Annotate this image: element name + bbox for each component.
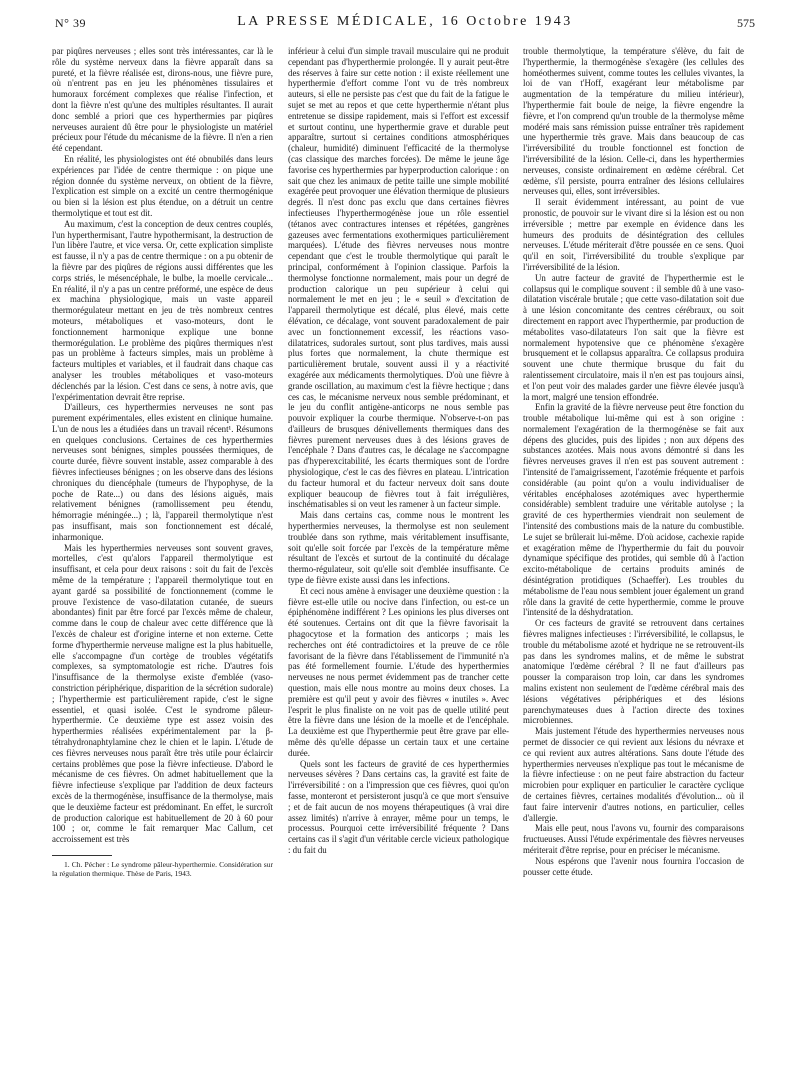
paragraph: Mais dans certains cas, comme nous le montrent les hyperthermies nerveuses, la thermolyse est non seulement troublée dans son rythme, mais véritablement insuffisante, soit qu'elle soit forcée par l'excès de la température même résultant de l'excès et surtout de la continuité du décalage thermo-régulateur, soit qu'elle soit d'emblée insuffisante. Ce type de fièvre existe aussi dans les infections.	[288, 510, 509, 586]
journal-title: LA PRESSE MÉDICALE, 16 Octobre 1943	[237, 14, 573, 29]
paragraph: Un autre facteur de gravité de l'hyperthermie est le collapsus qui le complique souvent : il semble dû à une vaso-dilatation viscérale brutale ; que cette vaso-dilatation soit due à une lésion concomitante des centres cérébraux, ou soit directement en rapport avec l'hyperthermie, par production de métabolites vaso-dilatateurs l'on sait que la fièvre est normalement hypotensive que ce phénomène s'exagère brusquement et le collapsus apparaîtra. Ce collapsus produira souvent une chute thermique brusque du fait du ralentissement circulatoire, mais il n'en est pas toujours ainsi, et l'on peut voir des malades garder une fièvre élevée jusqu'à la mort, malgré une tension effondrée.	[523, 272, 744, 402]
paragraph: trouble thermolytique, la température s'élève, du fait de l'hyperthermie, la thermogénèse s'exagère (les cellules des homéothermes suivent, comme toutes les cellules vivantes, la loi de van t'Hoff, exagérant leur métabolisme par augmentation de la température du milieu intérieur), l'hyperthermie fait boule de neige, la fièvre engendre la fièvre, et l'on comprend qu'un trouble de la thermolyse même modéré mais sans rémission puisse entraîner très rapidement une hyperthermie très grave. Mais dans beaucoup de cas l'irréversibilité du trouble fonctionnel est fonction de l'irréversibilité de la lésion. Celle-ci, dans les hyperthermies nerveuses, consiste ordinairement en œdème cérébral. Cet œdème, s'il persiste, pourra entraîner des lésions cellulaires nerveuses qui, elles, sont irréversibles.	[523, 46, 744, 197]
column-middle	[288, 46, 509, 856]
footnote-rule	[52, 855, 112, 856]
paragraph: Mais les hyperthermies nerveuses sont souvent graves, mortelles, c'est qu'alors l'appareil thermolytique est insuffisant, et cela pour deux raisons : soit du fait de l'excès même de la température ; l'appareil thermolytique tout en ayant gardé sa possibilité de fonctionnement (comme le prouve l'existence de vaso-dilatation cutanée, de sueurs abondantes) finit par être forcé par l'excès même de chaleur, comme dans le coup de chaleur avec cette différence que là l'excès de chaleur est d'origine interne et non externe. Cette forme d'hyperthermie nerveuse maligne est la plus habituelle, elle s'accompagne d'un cortège de troubles végétatifs complexes, sa symptomatologie est riche. D'autres fois l'insuffisance de la thermolyse existe d'emblée (vaso-constriction périphérique, disparition de la sécrétion sudorale) ; l'hyperthermie est particulièrement rapide, c'est le signe essentiel, et quasi isolée. C'est le syndrome pâleur-hyperthermie. Ce deuxième type est assez voisin des hyperthermies réalisées expérimentalement par la β-tétrahydronaphtylamine chez le chien et le lapin. L'étude de ces fièvres nerveuses nous paraît être très utile pour éclaircir certains problèmes que pose la fièvre infectieuse. D'abord le mécanisme de ces fièvres. On admet habituellement que la fièvre infectieuse s'explique par l'addition de deux facteurs excès de la thermogénèse, insuffisance de la thermolyse, mais que le deuxième facteur est prédominant. En effet, le surcroît de production calorique est habituellement de 20 à 60 pour 100 ; or, comme le fait remarquer Mac Callum, cet accroissement est très	[52, 542, 273, 845]
paragraph: En réalité, les physiologistes ont été obnubilés dans leurs expériences par l'idée de centre thermique : on pique une région donnée du système nerveux, on obtient de la fièvre, l'explication est simple on a excité un centre thermogénique ou bien si la lésion est plus étendue, on a détruit un centre thermolytique et tout est dit.	[52, 153, 273, 218]
column-left	[52, 46, 273, 879]
paragraph: Et ceci nous amène à envisager une deuxième question : la fièvre est-elle utile ou nocive dans l'infection, ou est-ce un épiphénomène indifférent ? Les opinions les plus diverses ont été soutenues. Certains ont dit que la fièvre favorisait la phagocytose et la formation des anticorps ; mais les recherches ont été contradictoires et la preuve de ce rôle favorisant de la fièvre dans l'établissement de l'immunité n'a pas été formellement fournie. L'étude des hyperthermies nerveuses ne nous permet évidemment pas de trancher cette question, mais elle nous montre au moins deux choses. La première est qu'il peut y avoir des fièvres « inutiles ». Avec l'esprit le plus finaliste on ne voit pas de quelle utilité peut être la fièvre dans une lésion de la moelle et de l'encéphale. La deuxième est que l'hyperthermie peut être grave par elle-même dès qu'elle dépasse un certain taux et une certaine durée.	[288, 585, 509, 758]
footnote: 1. Ch. Pécher : Le syndrome pâleur-hyperthermie. Considération sur la régulation thermique. Thèse de Paris, 1943.	[52, 859, 273, 879]
paragraph: par piqûres nerveuses ; elles sont très intéressantes, car là le rôle du système nerveux dans la fièvre apparaît dans sa pureté, et la fièvre réalisée est, dirons-nous, une fièvre pure, où n'entrent pas en jeu les phénomènes tissulaires et humoraux forcément complexes que réalise l'infection, et dont la fièvre n'est qu'une des multiples résultantes. Il aurait donc semblé a priori que ces hyperthermies par piqûres nerveuses auraient dû être pour le physiologiste un matériel précieux pour l'étude du mécanisme de la fièvre. Il n'en a rien été cependant.	[52, 46, 273, 154]
paragraph: Au maximum, c'est la conception de deux centres couplés, l'un hyperthermisant, l'autre hypothermisant, la destruction de l'un libère l'autre, et vice versa. Or, cette explication simpliste est fausse, il n'y a pas de centre thermique : on a pu obtenir de la fièvre par des piqûres de régions aussi différentes que les corps striés, le mésencéphale, le bulbe, la moelle cervicale... En réalité, il n'y a pas un centre préformé, une espèce de deus ex machina physiologique, mais un vaste appareil thermorégulateur mettant en jeu de très nombreux centres moteurs, métaboliques et vaso-moteurs, dont le fonctionnement harmonique explique une bonne thermorégulation. Le problème des piqûres thermiques n'est pas un problème à facteurs simples, mais un problème à facteurs multiples et variables, et il faudrait dans chaque cas analyser les troubles métaboliques et vaso-moteurs déclenchés par la lésion. C'est dans ce sens, à notre avis, que l'expérimentation devrait être reprise.	[52, 218, 273, 402]
issue-number: N° 39	[55, 16, 86, 30]
paragraph: Enfin la gravité de la fièvre nerveuse peut être fonction du trouble métabolique lui-même qui est à son origine : normalement l'exagération de la thermogénèse se fait aux dépens des glucides, puis des lipides ; non aux dépens des substances azotées. Mais nous avons démontré si dans les fièvres nerveuses graves il n'en est pas souvent autrement : l'intensité de l'amaigrissement, l'azotémie fréquente et parfois considérable (au point qu'on a voulu individualiser de véritables encéphaloses azotémiques avec hyperthermie considérable) semblent traduire une véritable autolyse ; la gravité de ces hyperthermies viendrait non seulement de l'intensité des combustions mais de la nature du combustible. Le sujet se brûlerait lui-même. D'où acidose, cachexie rapide et exagération même de l'hyperthermie du fait du pouvoir dynamique spécifique des protides, qui semble dû à l'action excito-métabolique de certains produits aminés de désintégration protidiques (Schaeffer). Les troubles du métabolisme de l'eau nous semblent jouer également un grand rôle dans la gravité de cette hyperthermie, comme le prouve l'intensité de la déshydratation.	[523, 402, 744, 618]
paragraph: D'ailleurs, ces hyperthermies nerveuses ne sont pas purement expérimentales, elles existent en clinique humaine. L'un de nous les a étudiées dans un travail récent¹. Résumons en quelques conclusions. Certaines de ces hyperthermies nerveuses sont bénignes, simples poussées thermiques, de courte durée, fièvre souvent instable, assez comparable à des fièvres infectieuses bénignes ; on les observe dans des lésions chroniques du diencéphale (tumeurs de l'hypophyse, de la poche de Rate...) ou dans des lésions aiguës, mais relativement bénignes (ramollissement peu étendu, hémorragie méningée...) ; là, l'appareil thermolytique n'est pas insuffisant, mais son fonctionnement est décalé, inharmonique.	[52, 402, 273, 542]
paragraph: Il serait évidemment intéressant, au point de vue pronostic, de pouvoir sur le vivant dire si la lésion est ou non irréversible ; mettre par exemple en évidence dans les humeurs des produits de désintégration des cellules nerveuses. L'étude mériterait d'être poussée en ce sens. Quoi qu'il en soit, l'irréversibilité du trouble s'explique par l'irréversibilité de la lésion.	[523, 197, 744, 272]
column-right	[523, 46, 744, 877]
paragraph: inférieur à celui d'un simple travail musculaire qui ne produit cependant pas d'hyperthermie prolongée. Il y aurait peut-être des réserves à faire sur cette notion : il existe réellement une hyperthermie d'effort comme l'ont vu de très nombreux auteurs, si elle ne persiste pas c'est que du fait de la fatigue le sujet se met au repos et que cette hyperthermie n'étant plus entretenue se dissipe rapidement, mais si l'effort est excessif et surtout continu, une hyperthermie grave et durable peut apparaître, surtout si certaines conditions atmosphériques (chaleur, humidité) diminuent l'efficacité de la thermolyse (cas classique des marches forcées). De même le jeune âge favorise ces hyperthermies par hyperproduction calorique : on sait que chez les animaux de petite taille une simple mobilité exagérée peut provoquer une élévation thermique de plusieurs degrés. Il n'est donc pas exclu que dans certaines fièvres infectieuses l'hyperthermogénèse joue un rôle essentiel (tétanos avec contractures intenses et répétées, gangrènes gazeuses avec fermentations exothermiques particulièrement marquées). L'étude des fièvres nerveuses nous montre cependant que c'est le trouble thermolytique qui paraît le principal, conformément à l'opinion classique. Parfois la thermolyse fonctionne normalement, mais pour un degré de production calorique un peu supérieur à celui qui normalement le met en jeu ; le « seuil » d'excitation de l'appareil thermolytique est décalé, plus élevé, mais cette élévation, ce décalage, vont souvent paradoxalement de pair avec un fonctionnement excessif, les réactions vaso-dilatatrices, sudorales surtout, sont plus tardives, mais aussi plus fortes que normalement, la chute thermique est particulièrement brutale, souvent aussi il y a réactivité exagérée aux médicaments thermolytiques. D'où une fièvre à grande oscillation, au maximum c'est la fièvre hectique ; dans ces cas, le mécanisme nerveux nous semble prédominant, et le jeu du conflit antigène-anticorps ne nous semble pas pouvoir expliquer la courbe thermique. N'observe-t-on pas d'ailleurs de brusques dénivellements thermiques dans des fièvres purement nerveuses dues à des lésions graves de l'encéphale ? Dans d'autres cas, le décalage ne s'accompagne pas d'hyperexcitabilité, les écarts thermiques sont de l'ordre physiologique, c'est le cas des fièvres en plateau. L'intrication du facteur humoral et du facteur nerveux doit sans doute expliquer beaucoup de fièvres tout à fait irrégulières, inschématisables si on veut les ramener à un facteur simple.	[288, 46, 509, 510]
page-header	[55, 14, 755, 36]
paragraph: Quels sont les facteurs de gravité de ces hyperthermies nerveuses sévères ? Dans certains cas, la gravité est faite de l'irréversibilité : on a l'impression que ces fièvres, quoi qu'on fasse, monteront et persisteront jusqu'à ce que mort s'ensuive ; et de fait aucun de nos moyens thérapeutiques (à vrai dire assez limités) n'arrive à enrayer, même pour un temps, le processus. Pourquoi cette irréversibilité fréquente ? Dans certains cas il s'agit d'un véritable cercle vicieux pathologique : du fait du	[288, 758, 509, 855]
paragraph: Nous espérons que l'avenir nous fournira l'occasion de pousser cette étude.	[523, 855, 744, 877]
paragraph: Or ces facteurs de gravité se retrouvent dans certaines fièvres malignes infectieuses : l'irréversibilité, le collapsus, le trouble du métabolisme azoté et hydrique ne se retrouvent-ils pas dans les syndromes malins, et de même le substrat anatomique l'œdème cérébral ? Il ne faut d'ailleurs pas pousser la comparaison trop loin, car dans les syndromes malins existent non seulement de l'œdème cérébral mais des lésions végétatives périphériques et des lésions parenchymateuses dues à l'action directe des toxines microbiennes.	[523, 618, 744, 726]
page-number: 575	[737, 16, 755, 30]
paragraph: Mais justement l'étude des hyperthermies nerveuses nous permet de dissocier ce qui revient aux lésions du névraxe et ce qui revient aux autres altérations. Sans doute l'étude des hyperthermies nerveuses n'explique pas tout le mécanisme de la fièvre infectieuse : on ne peut faire abstraction du facteur microbien pour expliquer en particulier le caractère cyclique de certaines fièvres, certaines modalités d'évolution... où il faut faire intervenir d'autres notions, en particulier, celles d'allergie.	[523, 726, 744, 823]
paragraph: Mais elle peut, nous l'avons vu, fournir des comparaisons fructueuses. Aussi l'étude expérimentale des fièvres nerveuses mériterait d'être reprise, pour en préciser le mécanisme.	[523, 823, 744, 855]
